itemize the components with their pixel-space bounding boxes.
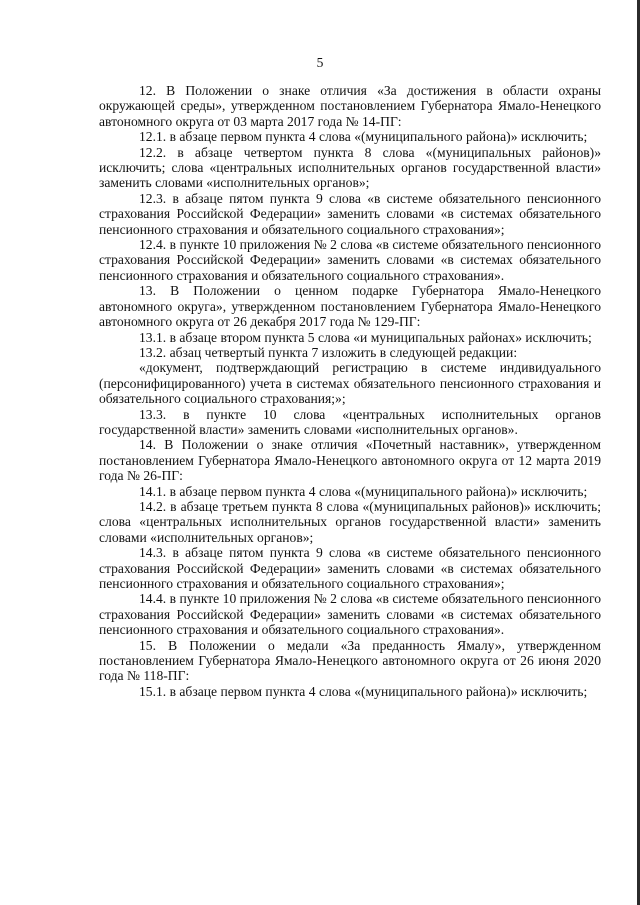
paragraph-13-1: 13.1. в абзаце втором пункта 5 слова «и муниципальных районах» исключить;	[139, 329, 592, 345]
paragraph-12-1: 12.1. в абзаце первом пункта 4 слова «(муниципального района)» исключить;	[139, 129, 588, 145]
paragraph-14: 14. В Положении о знаке отличия «Почетный наставник», утвержденном постановлением Губернатора Ямало-Ненецкого автономного округа от 12 марта 2019 года № 26-ПГ:	[99, 437, 601, 484]
paragraph-14-1: 14.1. в абзаце первом пункта 4 слова «(муниципального района)» исключить;	[139, 483, 588, 499]
paragraph-14-2: 14.2. в абзаце третьем пункта 8 слова «(муниципальных районов)» исключить; слова «центральных исполнительных органов государственной власти» заменить словами «исполнительных органов»;	[99, 498, 601, 545]
paragraph-13: 13. В Положении о ценном подарке Губернатора Ямало-Ненецкого автономного округа», утвержденном постановлением Губернатора Ямало-Ненецкого автономного округа от 26 декабря 2017 года № 129-ПГ:	[99, 283, 601, 330]
paragraph-12-2: 12.2. в абзаце четвертом пункта 8 слова «(муниципальных районов)» исключить; слова «центральных исполнительных органов государственной власти» заменить словами «исполнительных органов»;	[99, 144, 601, 191]
paragraph-12-3: 12.3. в абзаце пятом пункта 9 слова «в системе обязательного пенсионного страхования Российской Федерации» заменить словами «в системах обязательного пенсионного страхования и обязательного социального страхования»;	[99, 190, 601, 237]
paragraph-12-4: 12.4. в пункте 10 приложения № 2 слова «в системе обязательного пенсионного страхования Российской Федерации» заменить словами «в системах обязательного пенсионного страхования и обязательного социального страхования».	[99, 237, 601, 283]
paragraph-13-2-quote: «документ, подтверждающий регистрацию в системе индивидуального (персонифицированного) учета в системах обязательного пенсионного страхования и обязательного социального страхования;»;	[99, 360, 601, 407]
paragraph-15: 15. В Положении о медали «За преданность Ямалу», утвержденном постановлением Губернатора Ямало-Ненецкого автономного округа от 26 июня 2020 года № 118-ПГ:	[99, 637, 601, 684]
page-number: 5	[316, 55, 324, 70]
paragraph-15-1: 15.1. в абзаце первом пункта 4 слова «(муниципального района)» исключить;	[139, 683, 588, 699]
paragraph-13-3: 13.3. в пункте 10 слова «центральных исполнительных органов государственной власти» заменить словами «исполнительных органов».	[99, 406, 601, 437]
document-body	[99, 83, 601, 699]
paragraph-12: 12. В Положении о знаке отличия «За достижения в области охраны окружающей среды», утвержденном постановлением Губернатора Ямало-Ненецкого автономного округа от 03 марта 2017 года № 14-ПГ:	[99, 83, 601, 129]
paragraph-14-3: 14.3. в абзаце пятом пункта 9 слова «в системе обязательного пенсионного страхования Российской Федерации» заменить словами «в системах обязательного пенсионного страхования и обязательного социального страхования»;	[99, 545, 601, 591]
paragraph-13-2: 13.2. абзац четвертый пункта 7 изложить в следующей редакции:	[139, 344, 518, 360]
paragraph-14-4: 14.4. в пункте 10 приложения № 2 слова «в системе обязательного пенсионного страхования Российской Федерации» заменить словами «в системах обязательного пенсионного страхования и обязательного социального страхования».	[99, 591, 601, 638]
